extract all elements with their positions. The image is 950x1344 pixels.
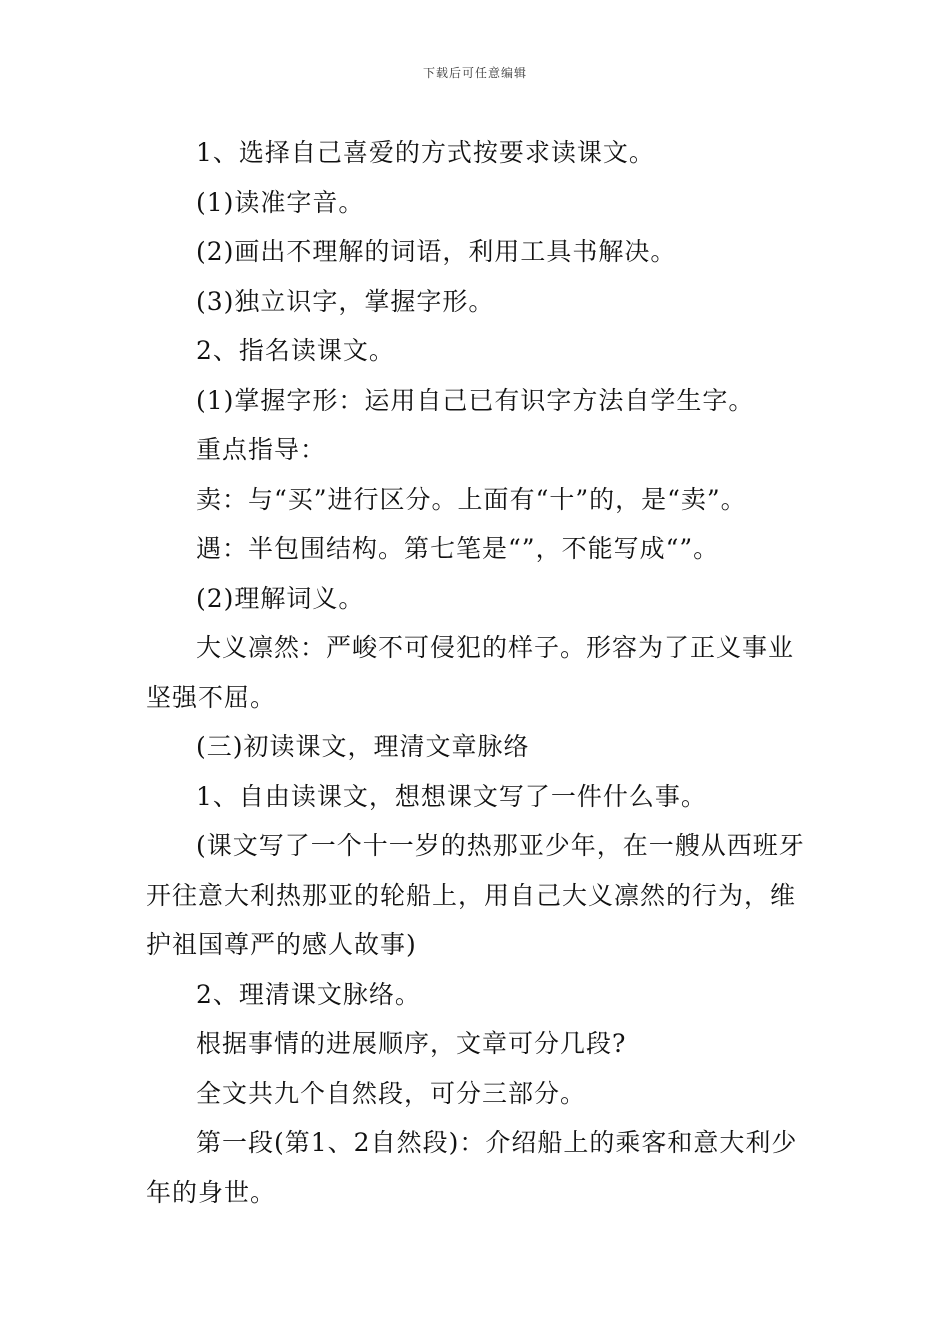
paragraph: (1)掌握字形：运用自己已有识字方法自学生字。 — [196, 385, 755, 415]
paragraph: (2)画出不理解的词语，利用工具书解决。 — [196, 237, 677, 266]
paragraph: 卖：与“买”进行区分。上面有“十”的，是“卖”。 — [196, 484, 747, 514]
paragraph: (课文写了一个十一岁的热那亚少年，在一艘从西班牙开往意大利热那亚的轮船上，用自己大义凛然的行为，维护祖国尊严的感人故事) — [146, 831, 805, 959]
paragraph: 1、选择自己喜爱的方式按要求读课文。 — [196, 138, 655, 167]
paragraph: (三)初读课文，理清文章脉络 — [196, 732, 530, 761]
paragraph: 遇：半包围结构。第七笔是“”，不能写成“”。 — [196, 534, 720, 563]
paragraph: 2、指名读课文。 — [196, 336, 395, 365]
paragraph: 根据事情的进展顺序，文章可分几段? — [196, 1029, 627, 1058]
paragraph: (2)理解词义。 — [196, 583, 365, 613]
paragraph: 2、理清课文脉络。 — [196, 979, 421, 1009]
paragraph: (1)读准字音。 — [196, 187, 365, 217]
paragraph: (3)独立识字，掌握字形。 — [196, 286, 495, 316]
paragraph: 全文共九个自然段，可分三部分。 — [196, 1078, 587, 1108]
paragraph: 第一段(第1、2自然段)：介绍船上的乘客和意大利少年的身世。 — [146, 1128, 798, 1207]
paragraph: 大义凛然：严峻不可侵犯的样子。形容为了正义事业坚强不屈。 — [146, 633, 795, 712]
document-body — [146, 128, 808, 1217]
paragraph: 重点指导： — [196, 435, 327, 464]
paragraph: 1、自由读课文，想想课文写了一件什么事。 — [196, 781, 707, 811]
page-header: 下载后可任意编辑 — [422, 66, 527, 80]
